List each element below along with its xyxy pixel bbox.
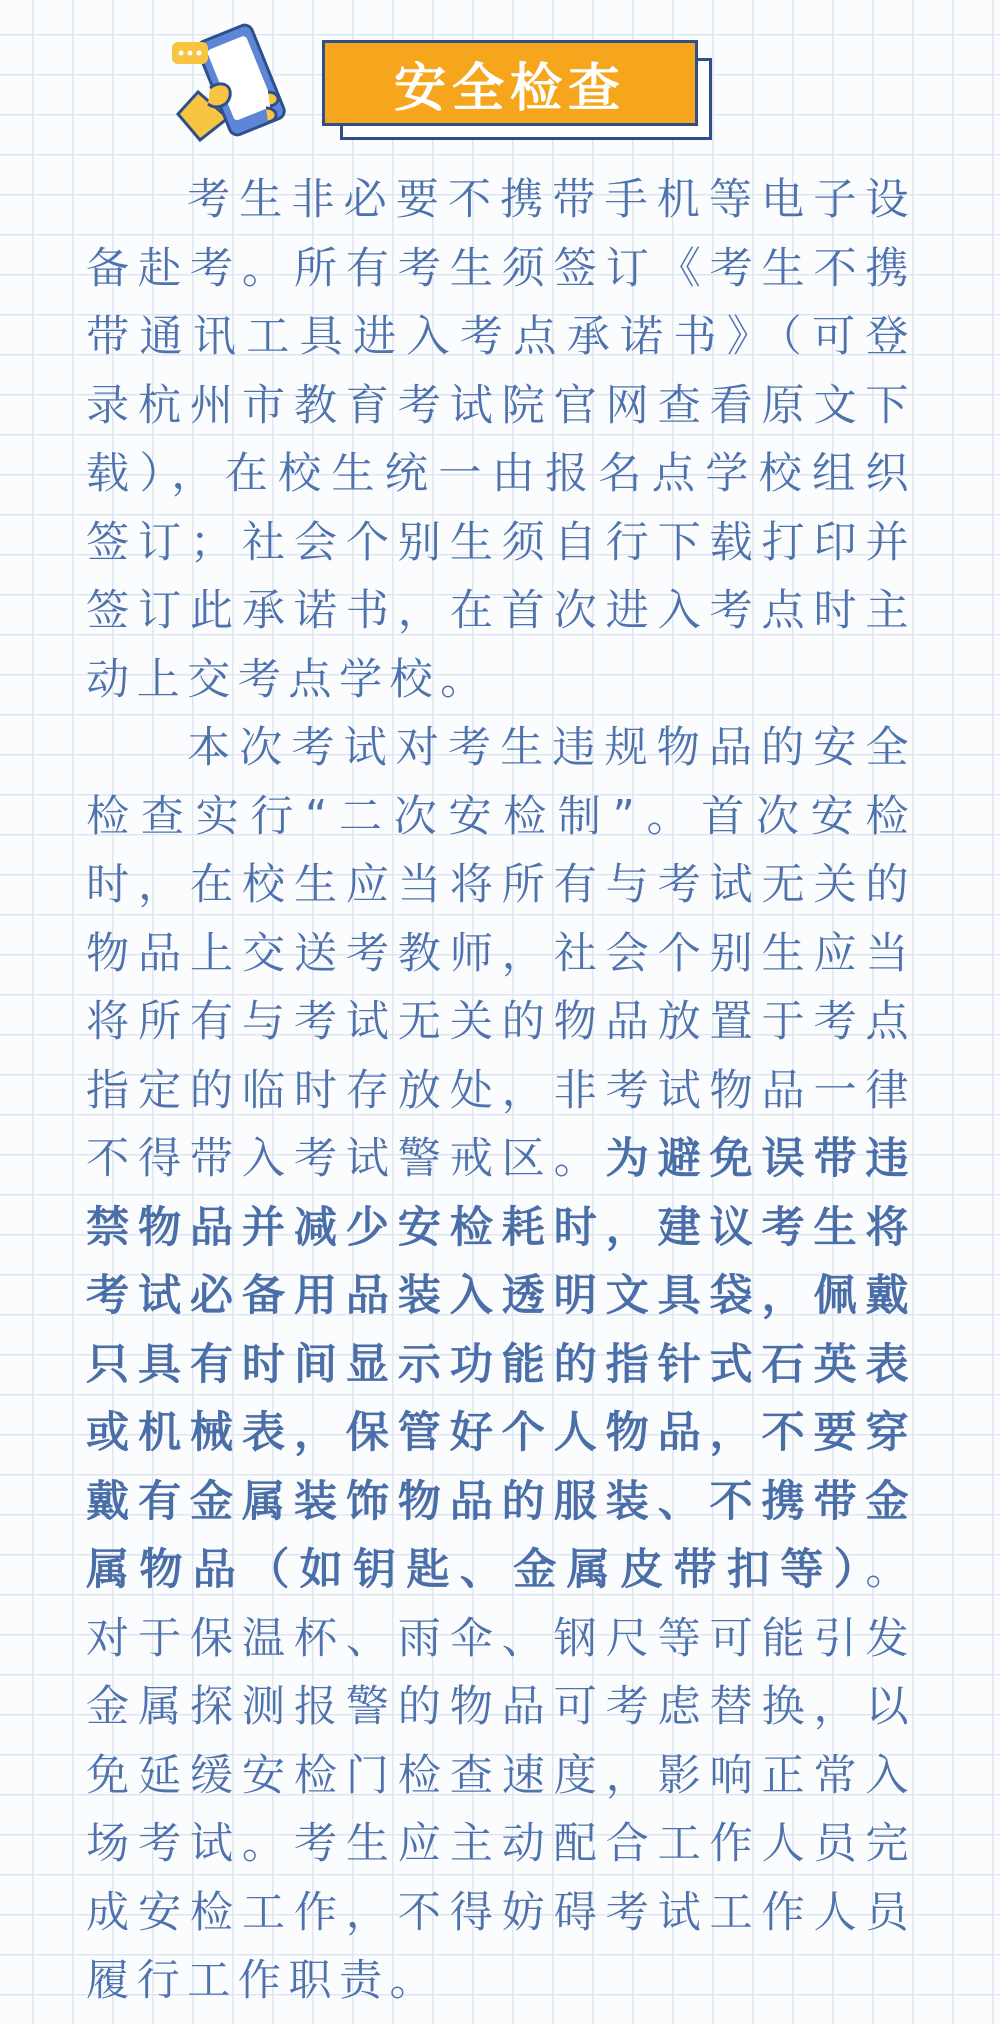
paragraph-text: 考生非必要不携带手机等电子设备赴考。所有考生须签订《考生不携带通讯工具进入考点承诺书》（可登录杭州市教育考试院官网查看原文下载），在校生统一由报名点学校组织签订；社会个别生须自行下载打印并签订此承诺书，在首次进入考点时主动上交考点学校。 xyxy=(86,175,916,705)
page-title: 安全检查 xyxy=(393,58,626,119)
article-body xyxy=(86,166,916,2016)
paragraph-device-commitment xyxy=(86,166,916,714)
paragraph-security-check xyxy=(86,714,916,2016)
smartphone-icon xyxy=(170,22,310,147)
title-banner xyxy=(322,40,698,126)
paragraph-text: 本次考试对考生违规物品的安全检查实行“二次安检制”。首次安检时，在校生应当将所有与考试无关的物品上交送考教师，社会个别生应当将所有与考试无关的物品放置于考点指定的临时存放处，非考试物品一律不得带入考试警戒区。 xyxy=(86,723,916,1184)
header xyxy=(0,0,1000,150)
paragraph-text: 。对于保温杯、雨伞、钢尺等可能引发金属探测报警的物品可考虑替换，以免延缓安检门检查速度，影响正常入场考试。考生应主动配合工作人员完成安检工作，不得妨碍考试工作人员履行工作职责。 xyxy=(86,1545,916,2006)
paragraph-text-bold: 为避免误带违禁物品并减少安检耗时，建议考生将考试必备用品装入透明文具袋，佩戴只具有时间显示功能的指针式石英表或机械表，保管好个人物品，不要穿戴有金属装饰物品的服装、不携带金属物品（如钥匙、金属皮带扣等） xyxy=(86,1134,916,1595)
